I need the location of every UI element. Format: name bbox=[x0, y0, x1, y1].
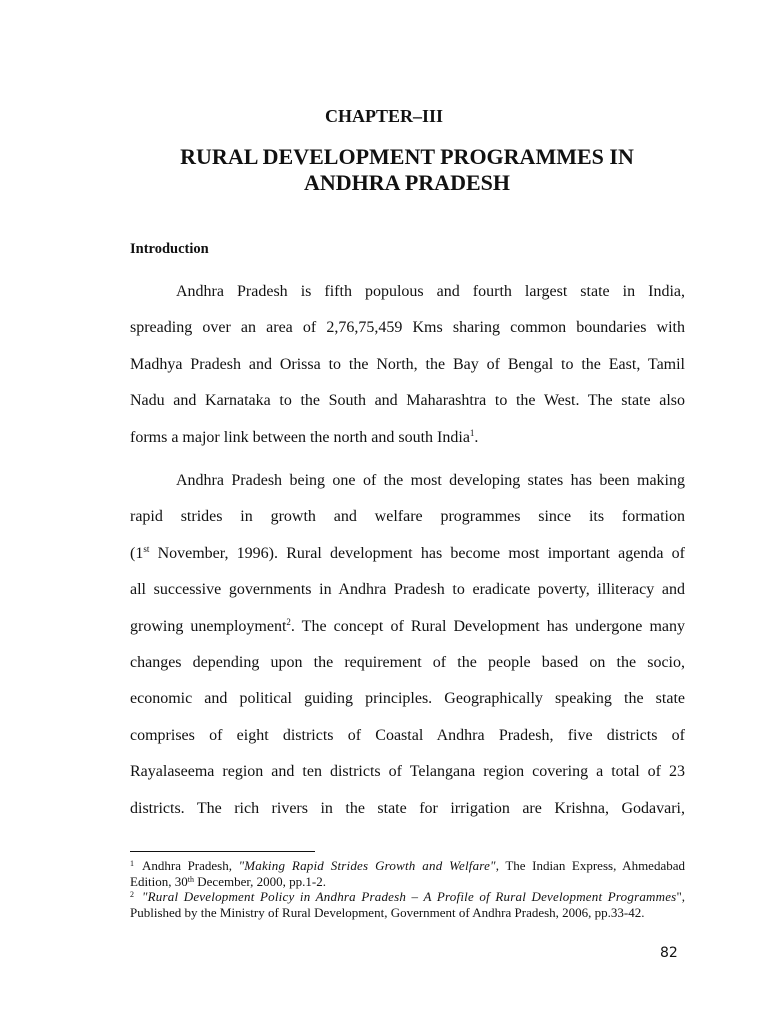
footnote-mark: 2 bbox=[130, 890, 134, 899]
paragraph-2-line: Rayalaseema region and ten districts of Telangana region covering a total of 23 bbox=[130, 763, 685, 781]
ordinal-suffix: st bbox=[143, 543, 150, 554]
footnote-1-author: Andhra Pradesh, bbox=[142, 858, 239, 873]
footnote-1-title: "Making Rapid Strides Growth and Welfare" bbox=[238, 858, 496, 873]
paragraph-1 bbox=[130, 274, 685, 456]
paragraph-2-line: Andhra Pradesh being one of the most developing states has been making bbox=[176, 472, 685, 489]
paragraph-1-line: spreading over an area of 2,76,75,459 Kms sharing common boundaries with bbox=[130, 319, 685, 337]
footnote-2-title: "Rural Development Policy in Andhra Pradesh – A Profile of Rural Development Programmes bbox=[142, 889, 677, 904]
date-open: (1 bbox=[130, 544, 144, 562]
chapter-title bbox=[130, 144, 684, 196]
footnote-2-source: ", Published by the Ministry of Rural Development, Government of Andhra Pradesh, 2006, pp.33-42. bbox=[130, 889, 685, 920]
paragraph-2-line: districts. The rich rivers in the state for irrigation are Krishna, Godavari, bbox=[130, 799, 685, 817]
footnote-1 bbox=[130, 858, 685, 889]
paragraph-1-line: Nadu and Karnataka to the South and Maharashtra to the West. The state also bbox=[130, 392, 685, 410]
paragraph-1-line: Madhya Pradesh and Orissa to the North, the Bay of Bengal to the East, Tamil bbox=[130, 355, 685, 373]
paragraph-2-line bbox=[130, 536, 685, 572]
paragraph-2-line5-rest: . The concept of Rural Development has undergone many bbox=[290, 617, 685, 635]
paragraph-2-line3-rest: November, 1996). Rural development has become most important agenda of bbox=[149, 544, 685, 562]
paragraph-1-line bbox=[130, 420, 685, 456]
chapter-title-line-1: RURAL DEVELOPMENT PROGRAMMES IN bbox=[180, 144, 634, 169]
paragraph-2-line: changes depending upon the requirement of the people based on the socio, bbox=[130, 653, 685, 671]
paragraph-2-line bbox=[130, 609, 685, 645]
footnote-1-date: December, 2000, pp.1-2. bbox=[194, 873, 326, 889]
footnote-2 bbox=[130, 889, 685, 920]
chapter-title-line-2: ANDHRA PRADESH bbox=[304, 170, 510, 195]
page-number: 82 bbox=[660, 945, 678, 961]
paragraph-2-line: comprises of eight districts of Coastal Andhra Pradesh, five districts of bbox=[130, 726, 685, 744]
footnote-ref-1[interactable]: 1 bbox=[469, 427, 475, 438]
paragraph-2-line: rapid strides in growth and welfare programmes since its formation bbox=[130, 508, 685, 526]
paragraph-2-line: all successive governments in Andhra Pradesh to eradicate poverty, illiteracy and bbox=[130, 581, 685, 599]
footnote-mark: 1 bbox=[130, 859, 134, 868]
footnote-separator bbox=[130, 851, 315, 852]
paragraph-1-line: Andhra Pradesh is fifth populous and fourth largest state in India, bbox=[176, 283, 685, 300]
paragraph-2 bbox=[130, 463, 685, 827]
section-heading: Introduction bbox=[130, 241, 209, 257]
paragraph-1-last-text: forms a major link between the north and south India bbox=[130, 428, 470, 446]
paragraph-1-end: . bbox=[474, 428, 479, 446]
chapter-label: CHAPTER–III bbox=[324, 106, 444, 126]
paragraph-2-line: economic and political guiding principles. Geographically speaking the state bbox=[130, 690, 685, 708]
paragraph-2-line5-start: growing unemployment bbox=[130, 617, 287, 635]
footnote-ref-2[interactable]: 2 bbox=[286, 616, 291, 627]
footnote-1-source: , The Indian Express, Ahmedabad Edition, 30 bbox=[130, 858, 685, 889]
ordinal-suffix: th bbox=[187, 874, 195, 884]
